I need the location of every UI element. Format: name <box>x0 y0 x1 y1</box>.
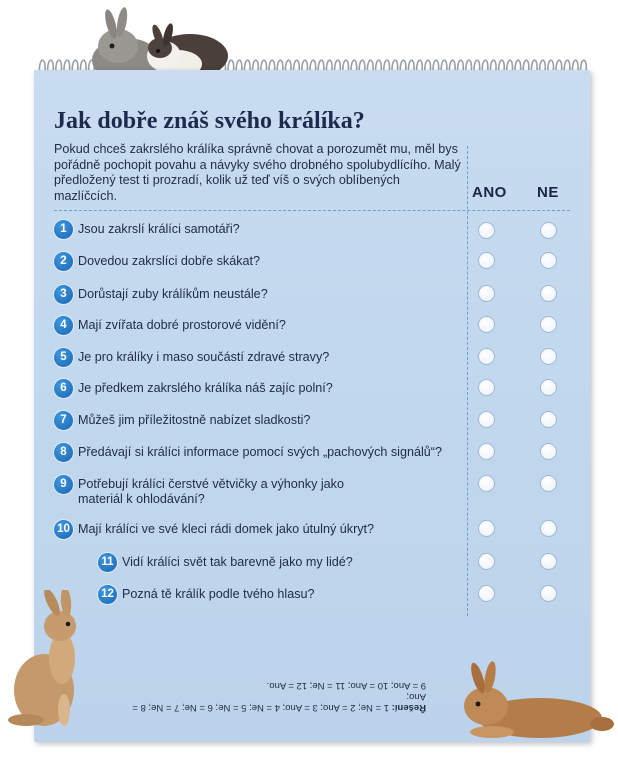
question-text: Je pro králíky i maso součástí zdravé stravy? <box>78 350 330 364</box>
rabbit-right-illustration <box>452 660 616 744</box>
question-10 <box>54 522 454 539</box>
question-1 <box>54 222 454 239</box>
question-text: Jsou zakrslí králíci samotáři? <box>78 222 240 236</box>
question-11 <box>98 555 458 572</box>
radio-ne-1[interactable] <box>540 222 557 239</box>
question-number-badge: 2 <box>54 252 73 271</box>
question-7 <box>54 413 454 430</box>
question-text: Můžeš jim příležitostně nabízet sladkosti? <box>78 413 311 427</box>
column-header-ne: NE <box>537 184 559 201</box>
answer-key-line-1: 1 = Ne; 2 = Ano; 3 = Ano; 4 = Ne; 5 = Ne; 6 = Ne; 7 = Ne; 8 = Ano; <box>132 691 426 713</box>
radio-ne-9[interactable] <box>540 475 557 492</box>
column-divider <box>467 146 468 616</box>
radio-ano-12[interactable] <box>478 585 495 602</box>
question-number-badge: 11 <box>98 553 117 572</box>
radio-ano-10[interactable] <box>478 520 495 537</box>
question-number-badge: 9 <box>54 475 73 494</box>
rabbit-left-illustration <box>4 590 88 730</box>
radio-ne-8[interactable] <box>540 443 557 460</box>
radio-ne-11[interactable] <box>540 553 557 570</box>
question-number-badge: 4 <box>54 316 73 335</box>
radio-ne-6[interactable] <box>540 379 557 396</box>
header-divider <box>54 210 570 211</box>
radio-ne-5[interactable] <box>540 348 557 365</box>
answer-key-label: Řešení: <box>391 702 426 713</box>
question-number-badge: 7 <box>54 411 73 430</box>
question-number-badge: 1 <box>54 220 73 239</box>
question-number-badge: 3 <box>54 285 73 304</box>
question-text: Mají králíci ve své kleci rádi domek jako útulný úkryt? <box>78 522 375 536</box>
question-text: Mají zvířata dobré prostorové vidění? <box>78 318 286 332</box>
radio-ne-12[interactable] <box>540 585 557 602</box>
question-12 <box>98 587 458 604</box>
answer-key-upside-down <box>126 680 426 713</box>
question-text: Potřebují králíci čerstvé větvičky a výhonky jako materiál k ohlodávání? <box>78 477 344 506</box>
question-3 <box>54 287 454 304</box>
radio-ano-6[interactable] <box>478 379 495 396</box>
question-text: Předávají si králíci informace pomocí svých „pachových signálů“? <box>78 445 442 459</box>
question-2 <box>54 254 454 271</box>
question-text: Pozná tě králík podle tvého hlasu? <box>122 587 315 601</box>
intro-text: Pokud chceš zakrslého králíka správně chovat a porozumět mu, měl bys pořádně pochopit povahu a návyky svého drobného spolubydlícího. Malý předložený test ti prozradí, kolik už teď víš o svých oblíbených mazlíčcích. <box>54 142 461 203</box>
question-number-badge: 10 <box>54 520 73 539</box>
radio-ano-8[interactable] <box>478 443 495 460</box>
radio-ano-4[interactable] <box>478 316 495 333</box>
radio-ne-10[interactable] <box>540 520 557 537</box>
question-5 <box>54 350 454 367</box>
radio-ano-7[interactable] <box>478 411 495 428</box>
column-header-ano: ANO <box>472 184 507 201</box>
question-text: Dorůstají zuby králíkům neustále? <box>78 287 268 301</box>
radio-ano-2[interactable] <box>478 252 495 269</box>
radio-ne-4[interactable] <box>540 316 557 333</box>
question-number-badge: 6 <box>54 379 73 398</box>
radio-ne-2[interactable] <box>540 252 557 269</box>
question-text: Vidí králíci svět tak barevně jako my lidé? <box>122 555 353 569</box>
radio-ano-3[interactable] <box>478 285 495 302</box>
question-number-badge: 12 <box>98 585 117 604</box>
answer-key-line-2: 9 = Ano; 10 = Ano; 11 = Ne; 12 = Ano. <box>266 680 426 691</box>
question-number-badge: 8 <box>54 443 73 462</box>
question-text: Dovedou zakrslíci dobře skákat? <box>78 254 261 268</box>
question-4 <box>54 318 454 335</box>
question-number-badge: 5 <box>54 348 73 367</box>
question-8 <box>54 445 459 462</box>
radio-ne-3[interactable] <box>540 285 557 302</box>
question-6 <box>54 381 454 398</box>
radio-ne-7[interactable] <box>540 411 557 428</box>
radio-ano-9[interactable] <box>478 475 495 492</box>
radio-ano-5[interactable] <box>478 348 495 365</box>
radio-ano-1[interactable] <box>478 222 495 239</box>
radio-ano-11[interactable] <box>478 553 495 570</box>
page-title: Jak dobře znáš svého králíka? <box>54 108 365 134</box>
question-9 <box>54 477 384 507</box>
question-text: Je předkem zakrslého králíka náš zajíc polní? <box>78 381 333 395</box>
